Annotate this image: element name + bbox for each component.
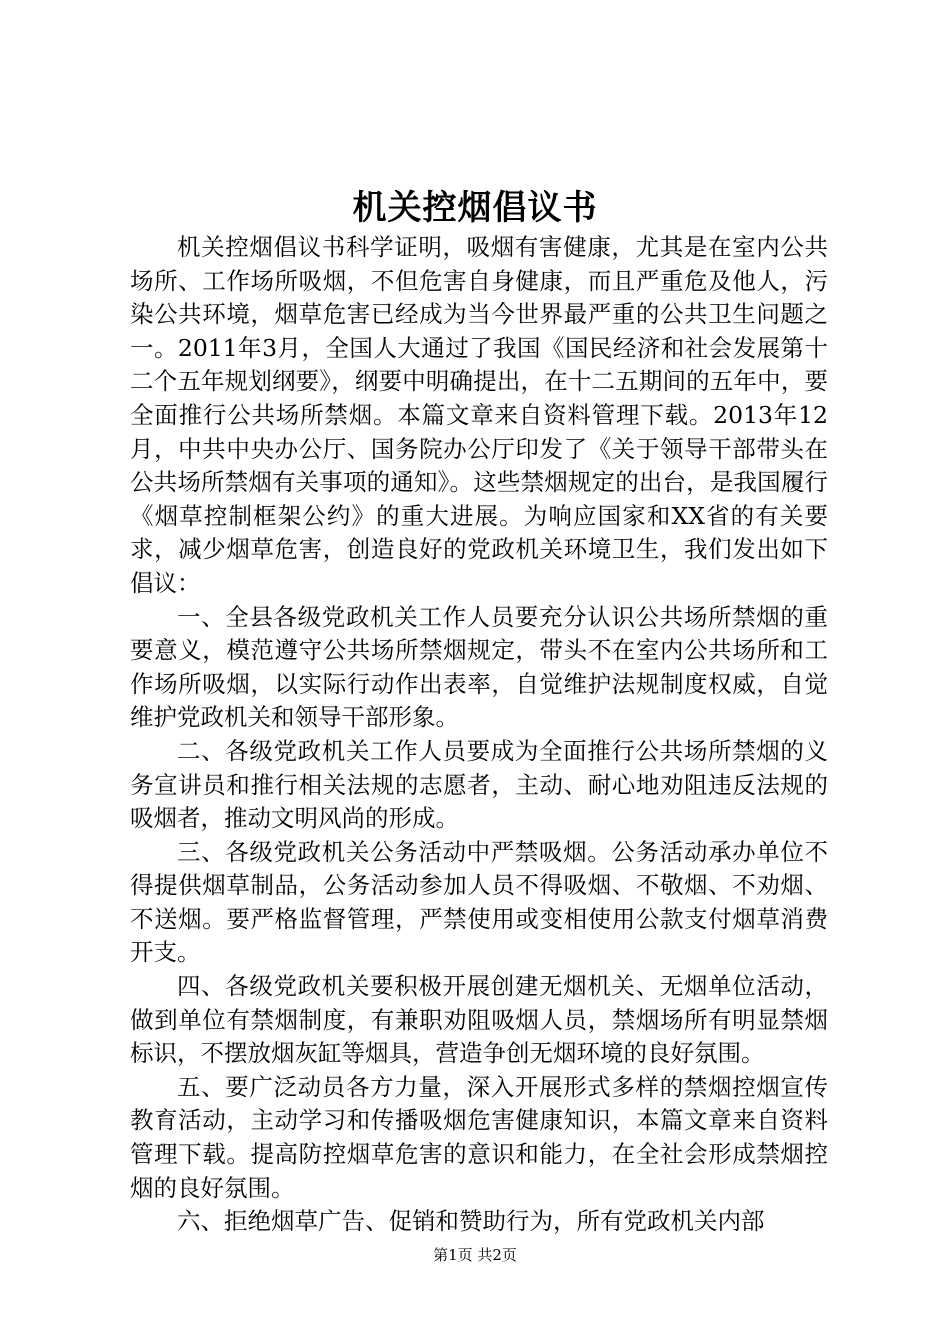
paragraph-item-5: 五、要广泛动员各方力量，深入开展形式多样的禁烟控烟宣传教育活动，主动学习和传播吸烟危害健康知识，本篇文章来自资料管理下载。提高防控烟草危害的意识和能力，在全社会形成禁烟控烟的良好氛围。 [130,1072,828,1202]
paragraph-item-6: 六、拒绝烟草广告、促销和赞助行为，所有党政机关内部 [177,1207,765,1236]
paragraph-item-1: 一、全县各级党政机关工作人员要充分认识公共场所禁烟的重要意义，模范遵守公共场所禁烟规定，带头不在室内公共场所和工作场所吸烟，以实际行动作出表率，自觉维护法规制度权威，自觉维护党政机关和领导干部形象。 [130,602,828,732]
document-body [130,231,828,1239]
page-number-footer: 第1页 共2页 [433,1246,517,1264]
paragraph-item-2: 二、各级党政机关工作人员要成为全面推行公共场所禁烟的义务宣讲员和推行相关法规的志愿者，主动、耐心地劝阻违反法规的吸烟者，推动文明风尚的形成。 [130,736,828,833]
paragraph-item-4: 四、各级党政机关要积极开展创建无烟机关、无烟单位活动，做到单位有禁烟制度，有兼职劝阻吸烟人员，禁烟场所有明显禁烟标识，不摆放烟灰缸等烟具，营造争创无烟环境的良好氛围。 [130,972,828,1068]
paragraph-intro: 机关控烟倡议书科学证明，吸烟有害健康，尤其是在室内公共场所、工作场所吸烟，不但危害自身健康，而且严重危及他人，污染公共环境，烟草危害已经成为当今世界最严重的公共卫生问题之一。2011年3月，全国人大通过了我国《国民经济和社会发展第十二个五年规划纲要》，纲要中明确提出，在十二五期间的五年中，要全面推行公共场所禁烟。本篇文章来自资料管理下载。2013年12月，中共中央办公厅、国务院办公厅印发了《关于领导干部带头在公共场所禁烟有关事项的通知》。这些禁烟规定的出台，是我国履行《烟草控制框架公约》的重大进展。为响应国家和XX省的有关要求，减少烟草危害，创造良好的党政机关环境卫生，我们发出如下倡议： [130,233,828,597]
document-title: 机关控烟倡议书 [352,188,598,228]
paragraph-item-3: 三、各级党政机关公务活动中严禁吸烟。公务活动承办单位不得提供烟草制品，公务活动参加人员不得吸烟、不敬烟、不劝烟、不送烟。要严格监督管理，严禁使用或变相使用公款支付烟草消费开支。 [130,837,828,967]
